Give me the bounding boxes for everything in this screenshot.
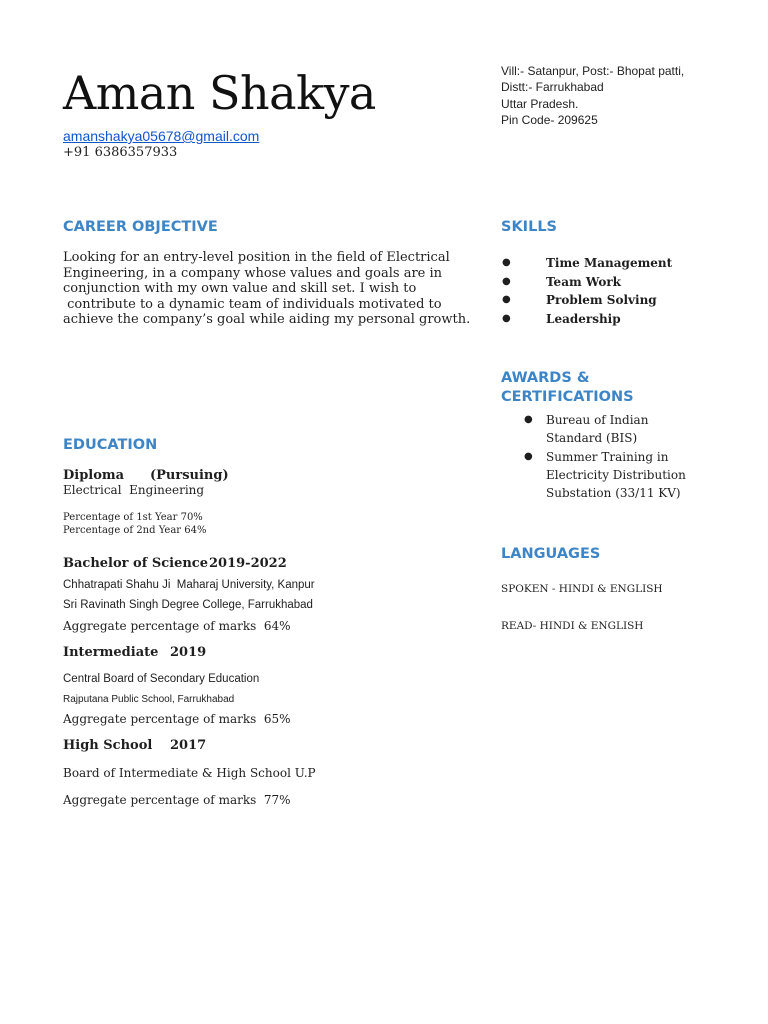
high-school-title: High School — [63, 738, 153, 753]
bachelor-years: 2019-2022 — [209, 556, 287, 571]
bachelor-title: Bachelor of Science — [63, 556, 208, 571]
spoken-languages: SPOKEN - HINDI & ENGLISH — [501, 583, 663, 595]
skill-label: Leadership — [546, 311, 621, 326]
skill-label: Team Work — [546, 274, 621, 289]
diploma-title: Diploma — [63, 468, 125, 483]
skill-label: Problem Solving — [546, 293, 657, 308]
career-objective-heading: CAREER OBJECTIVE — [63, 219, 218, 235]
bullet-icon: ● — [502, 275, 511, 287]
high-school-board: Board of Intermediate & High School U.P — [63, 766, 316, 780]
awards-list — [524, 411, 706, 502]
bullet-icon: ● — [524, 450, 533, 462]
award-line: Summer Training in — [546, 449, 669, 464]
diploma-year1: Percentage of 1st Year 70% — [63, 512, 203, 523]
skills-list — [502, 254, 673, 328]
award-line: Standard (BIS) — [546, 431, 638, 446]
bullet-icon: ● — [502, 312, 511, 324]
bachelor-aggregate: Aggregate percentage of marks 64% — [63, 619, 291, 633]
skill-item — [502, 310, 672, 329]
objective-line: conjunction with my own value and skill set. I wish to — [63, 281, 417, 297]
intermediate-school: Rajputana Public School, Farrukhabad — [63, 694, 235, 705]
education-heading: EDUCATION — [63, 437, 158, 453]
objective-line: Looking for an entry-level position in the field of Electrical — [63, 250, 450, 265]
intermediate-year: 2019 — [170, 645, 207, 660]
awards-heading-line: CERTIFICATIONS — [501, 388, 634, 405]
email-link[interactable]: amanshakya05678@gmail.com — [63, 128, 260, 144]
skill-item — [502, 254, 673, 273]
skill-item — [502, 291, 672, 310]
awards-heading-line: AWARDS & — [501, 370, 590, 386]
skill-item — [502, 273, 672, 292]
address-line: Uttar Pradesh. — [501, 96, 579, 111]
address-line: Distt:- Farrukhabad — [501, 80, 604, 95]
award-item — [524, 448, 706, 503]
phone-number: +91 6386357933 — [63, 145, 178, 160]
intermediate-board: Central Board of Secondary Education — [63, 673, 260, 685]
high-school-year: 2017 — [170, 738, 207, 753]
skill-label: Time Management — [546, 256, 673, 270]
career-objective-text — [63, 250, 471, 328]
award-item — [524, 411, 706, 448]
high-school-aggregate: Aggregate percentage of marks 77% — [63, 793, 291, 807]
candidate-name: Aman Shakya — [63, 66, 376, 120]
address-line: Vill:- Satanpur, Post:- Bhopat patti, — [501, 64, 685, 78]
diploma-year2: Percentage of 2nd Year 64% — [63, 525, 207, 536]
diploma-status: (Pursuing) — [150, 468, 229, 483]
bullet-icon: ● — [502, 294, 511, 306]
bullet-icon: ● — [502, 257, 511, 268]
skills-heading: SKILLS — [501, 219, 557, 235]
awards-heading — [501, 369, 634, 406]
diploma-field: Electrical Engineering — [63, 483, 205, 497]
read-languages: READ- HINDI & ENGLISH — [501, 620, 644, 632]
award-line: Bureau of Indian — [546, 413, 649, 427]
award-line: Electricity Distribution — [546, 467, 686, 482]
objective-line: achieve the company’s goal while aiding my personal growth. — [63, 312, 471, 328]
address-block — [501, 63, 684, 128]
address-line: Pin Code- 209625 — [501, 112, 598, 127]
bullet-icon: ● — [524, 414, 533, 425]
intermediate-title: Intermediate — [63, 645, 159, 660]
bachelor-university: Chhatrapati Shahu Ji Maharaj University, Kanpur — [63, 579, 315, 591]
intermediate-aggregate: Aggregate percentage of marks 65% — [63, 712, 291, 726]
languages-heading: LANGUAGES — [501, 546, 601, 562]
bachelor-college: Sri Ravinath Singh Degree College, Farrukhabad — [63, 599, 313, 611]
objective-line: Engineering, in a company whose values and goals are in — [63, 265, 443, 281]
objective-line: contribute to a dynamic team of individuals motivated to — [63, 296, 442, 312]
award-line: Substation (33/11 KV) — [546, 486, 681, 501]
